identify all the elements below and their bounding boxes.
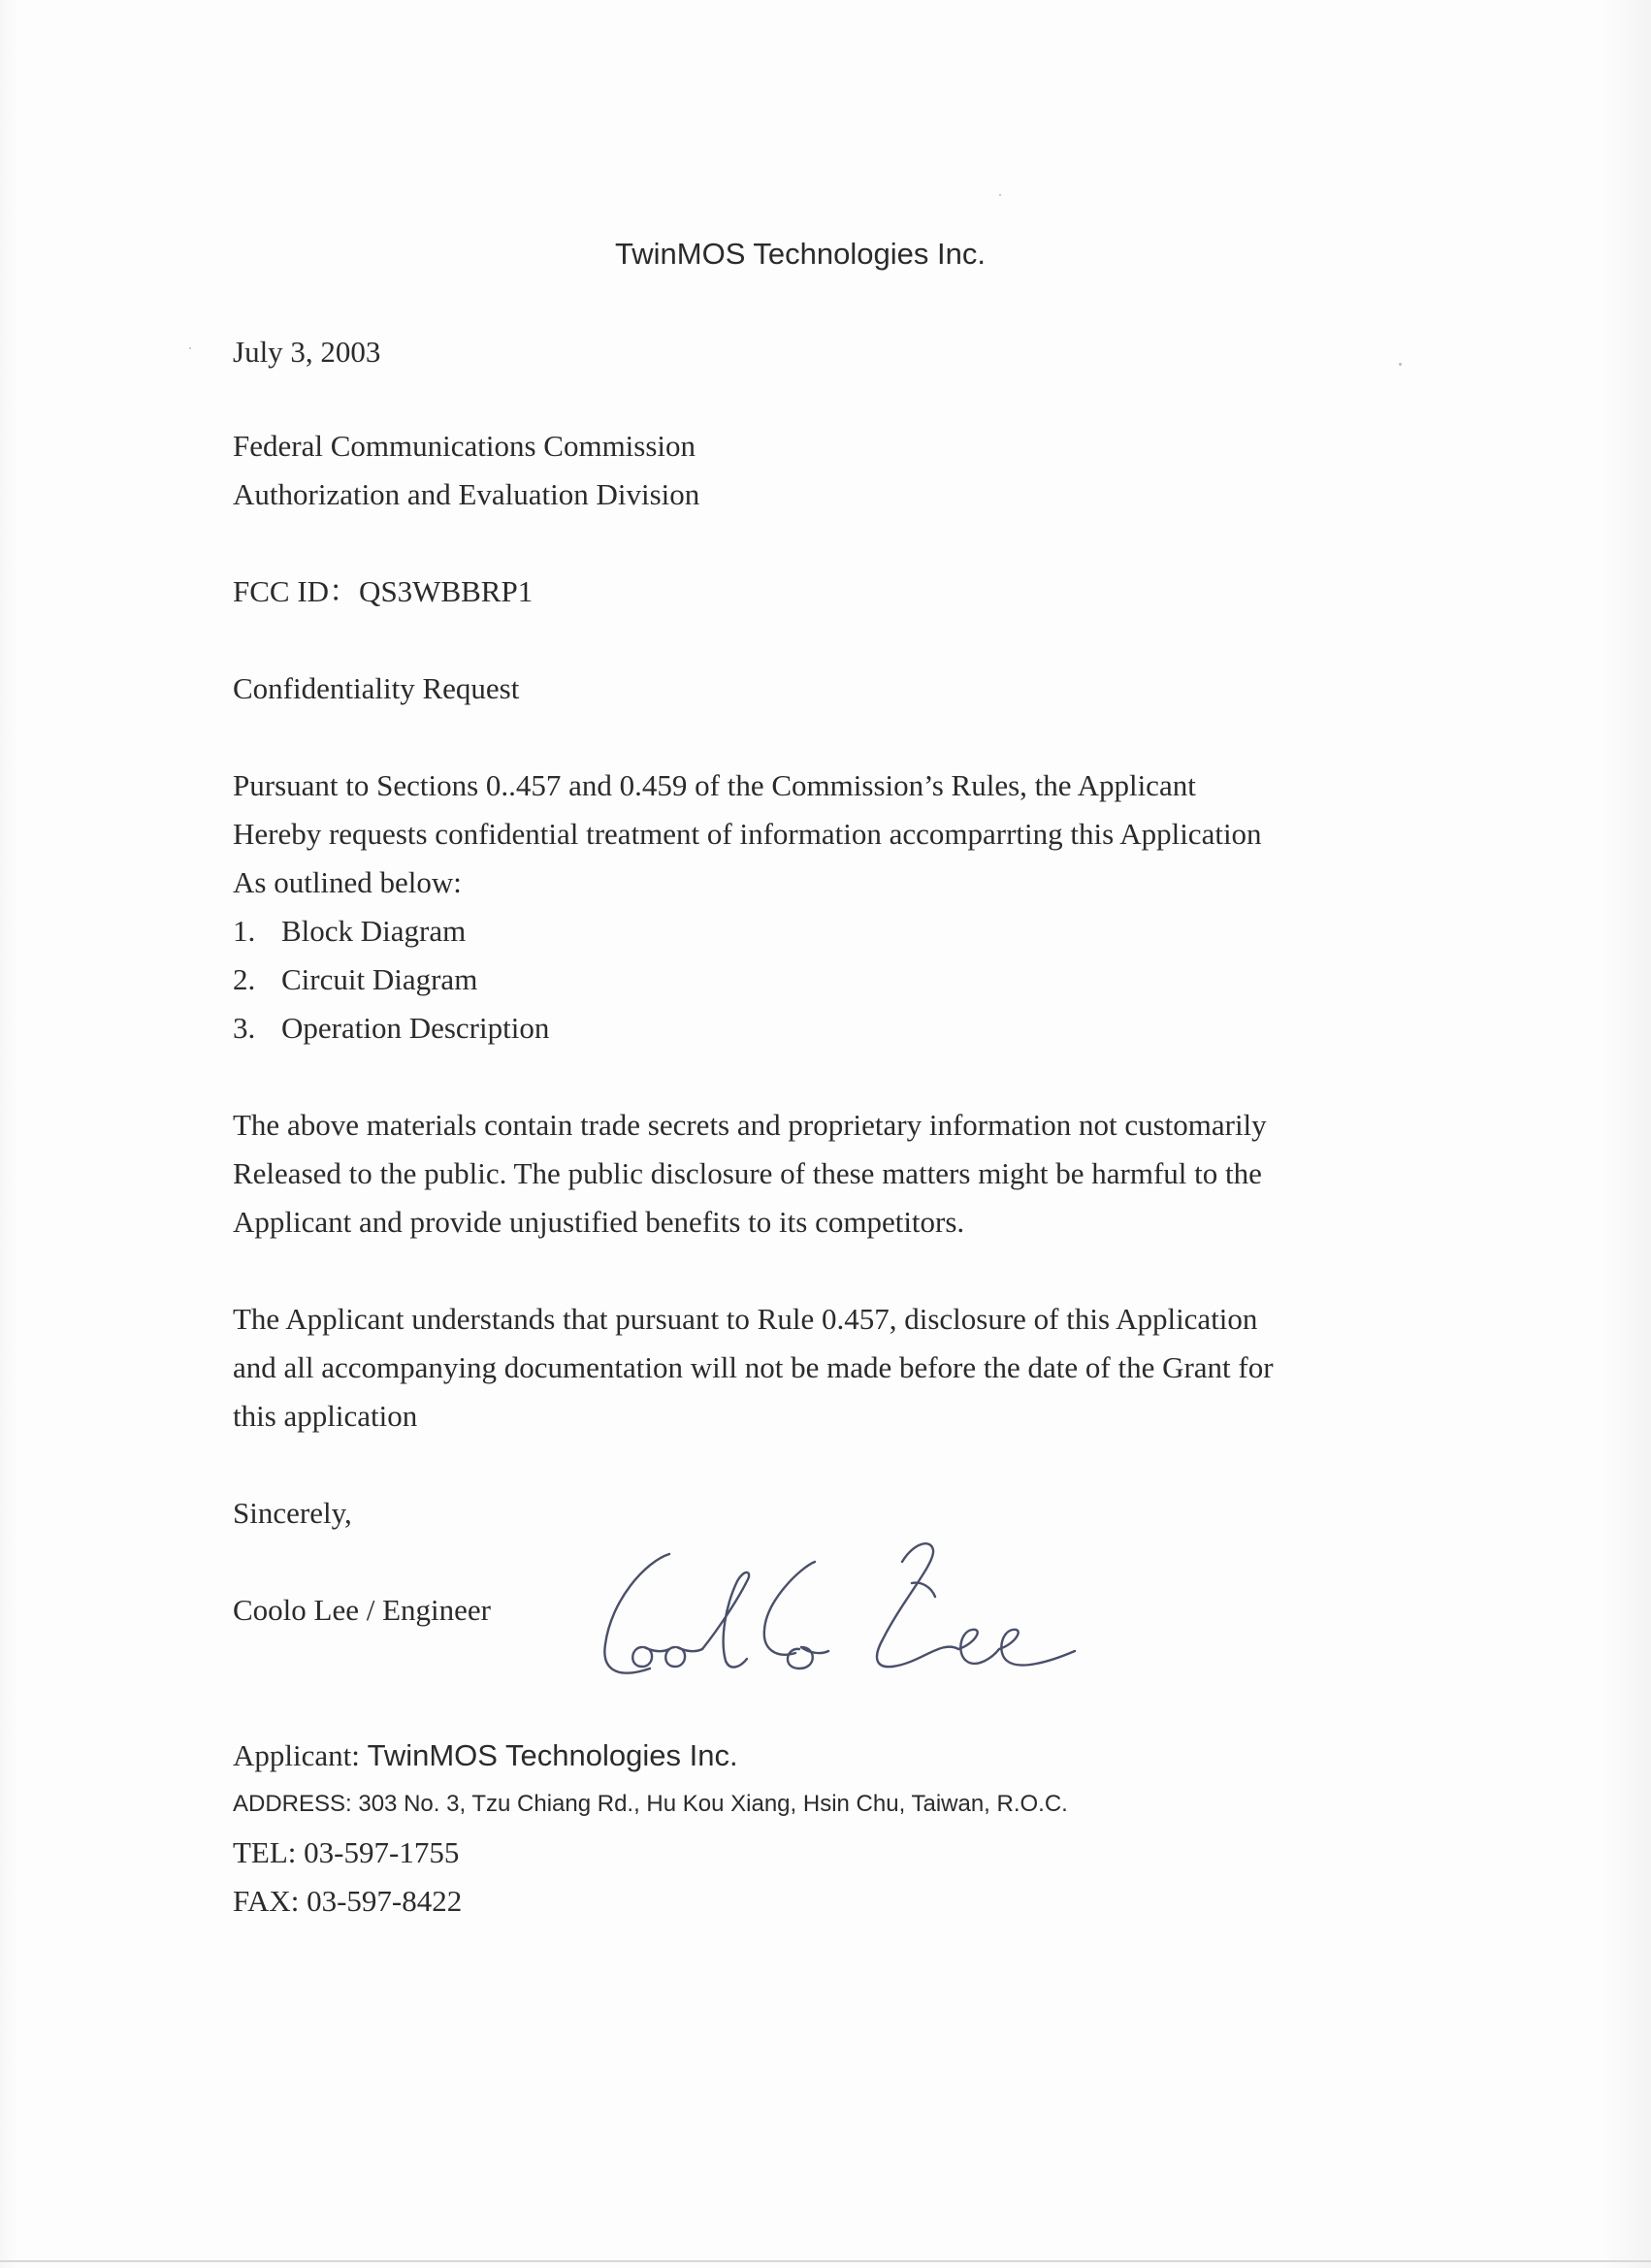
scan-speck [999, 194, 1001, 196]
paragraph-1 [233, 761, 1262, 1053]
letter-date: July 3, 2003 [233, 335, 381, 369]
paragraph-1-line: Hereby requests confidential treatment of information accomparrting this Application [233, 817, 1262, 851]
paragraph-3-line: and all accompanying documentation will not be made before the date of the Grant for [233, 1350, 1274, 1384]
handwritten-signature [592, 1533, 1193, 1707]
applicant-line [233, 1732, 738, 1780]
list-number: 3. [233, 1011, 256, 1045]
list-text: Circuit Diagram [281, 962, 478, 996]
list-item [233, 907, 1262, 956]
paragraph-2-line: Applicant and provide unjustified benefits to its competitors. [233, 1205, 965, 1239]
paragraph-1-line: Pursuant to Sections 0..457 and 0.459 of the Commission’s Rules, the Applicant [233, 768, 1196, 802]
paragraph-2-line: Released to the public. The public disclosure of these matters might be harmful to the [233, 1156, 1262, 1190]
recipient-line-1: Federal Communications Commission [233, 429, 696, 463]
paragraph-3-line: The Applicant understands that pursuant to Rule 0.457, disclosure of this Application [233, 1302, 1258, 1336]
scan-speck [189, 347, 191, 349]
applicant-tel: TEL: 03-597-1755 [233, 1835, 460, 1869]
letterhead: TwinMOS Technologies Inc. [615, 237, 986, 271]
fcc-id: FCC ID：QS3WBBRP1 [233, 574, 534, 608]
applicant-fax: FAX: 03-597-8422 [233, 1884, 463, 1918]
signer-name: Coolo Lee / Engineer [233, 1593, 491, 1627]
scan-edge-line [0, 2260, 1651, 2262]
scan-speck [1399, 363, 1402, 366]
closing: Sincerely, [233, 1496, 352, 1530]
paragraph-1-line: As outlined below: [233, 865, 462, 899]
list-text: Operation Description [281, 1011, 550, 1045]
recipient-line-2: Authorization and Evaluation Division [233, 477, 700, 511]
list-number: 2. [233, 962, 256, 996]
paragraph-3 [233, 1295, 1274, 1441]
applicant-label: Applicant: [233, 1738, 368, 1772]
list-item [233, 1004, 1262, 1053]
paragraph-3-line: this application [233, 1399, 418, 1433]
subject-line: Confidentiality Request [233, 671, 520, 705]
list-text: Block Diagram [281, 914, 467, 948]
applicant-name: TwinMOS Technologies Inc. [367, 1738, 738, 1772]
list-item [233, 956, 1262, 1004]
applicant-address: ADDRESS: 303 No. 3, Tzu Chiang Rd., Hu Kou Xiang, Hsin Chu, Taiwan, R.O.C. [233, 1791, 1068, 1817]
list-number: 1. [233, 914, 256, 948]
paragraph-2-line: The above materials contain trade secrets and proprietary information not customarily [233, 1108, 1267, 1142]
paragraph-2 [233, 1101, 1267, 1247]
